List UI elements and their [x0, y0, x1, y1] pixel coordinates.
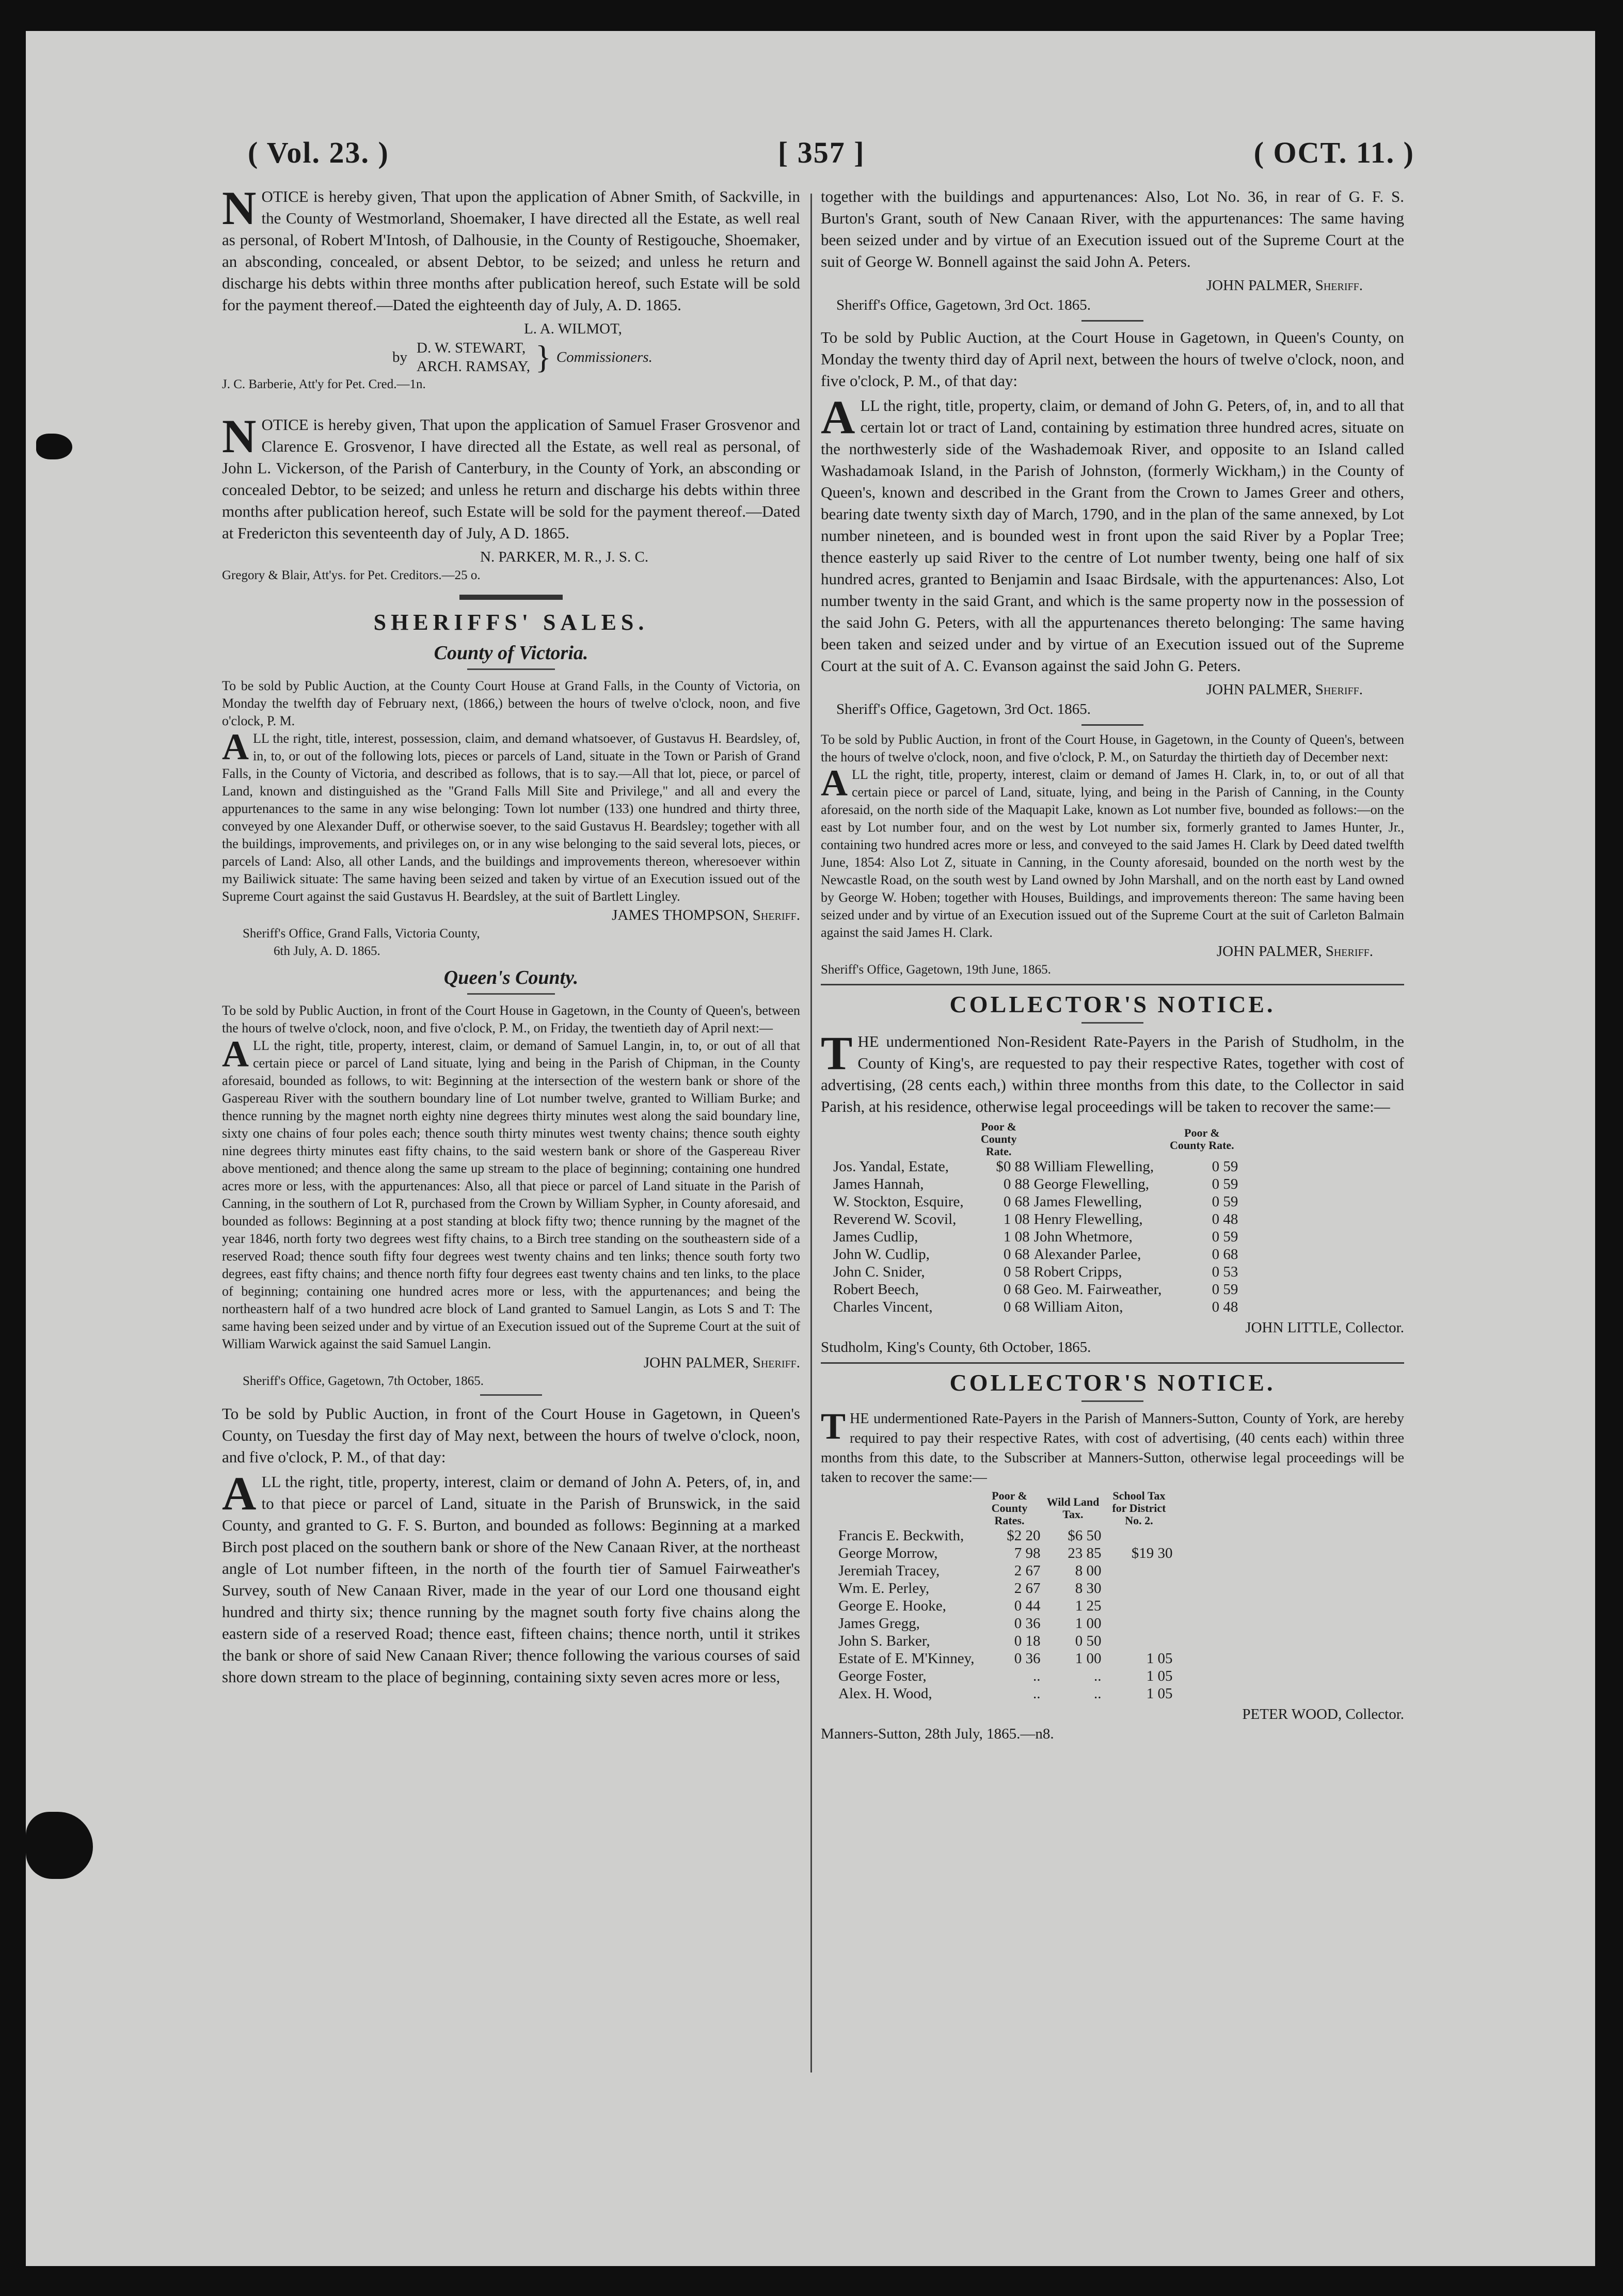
sheriff-office: Sheriff's Office, Grand Falls, Victoria County,	[243, 927, 480, 940]
sale-continuation: together with the buildings and appurtenances: Also, Lot No. 36, in rear of G. F. S. Burton's Grant, south of New Canaan River, with the appurtenances: The same having been seized under and by virtue of an Execution issued out of the Supreme Court at the suit of George W. Bonnell against the said John A. Peters.	[821, 187, 1404, 270]
sale-text: LL the right, title, property, interest, claim or demand of James H. Clark, in, to, or out of all that certain piece or parcel of Land, situate, lying, and being in the Parish of Canning, in the County aforesaid, on the north side of the Maquapit Lake, known as Lot number five, bounded as follows:—on the east by Lot number four, and on the west by Lot number six, formerly granted to James Hunter, Jr., containing two hundred acres more or less, and conveyed to the said James H. Clark by Deed dated twelfth June, 1854: Also Lot Z, situate in Canning, in the County aforesaid, bounded on the north west by the Newcastle Road, on the south west by Land owned by John Marshall, and on the north east by Land owned by George W. Hoben; together with Houses, Buildings, and improvements thereon: The same having been seized under and by virtue of an Execution issued out of the Supreme Court at the suit of Carleton Balmain against the said James H. Clark.	[821, 767, 1404, 940]
school-tax-value: $19 30	[1131, 1545, 1173, 1561]
table-row	[831, 1175, 1240, 1193]
poor-rate-value: ..	[1032, 1685, 1041, 1702]
school-tax-value	[1103, 1580, 1174, 1597]
ratepayer-name: James Hannah,	[833, 1176, 924, 1192]
page-header	[248, 124, 1414, 181]
sheriff-office: Sheriff's Office, Gagetown, 7th October, 1865.	[243, 1374, 484, 1388]
signature-wilmot: L. A. WILMOT,	[524, 321, 622, 337]
ratepayer-name: William Flewelling,	[1033, 1158, 1154, 1175]
poor-rate-value: 0 59	[1212, 1229, 1238, 1245]
ink-blot	[36, 434, 72, 459]
poor-rate-value: 0 68	[1003, 1281, 1030, 1298]
table-row	[836, 1650, 1174, 1667]
sale-text: LL the right, title, property, claim, or demand of John G. Peters, of, in, and to all that certain lot or tract of Land, containing by estimation three hundred acres, situate on the northwesterly side of the Washademoak River, and opposite to an Island called Washadamoak Island, in the Parish of Johnston, (formerly Wickham,) in the County of Queen's, known and described in the Grant from the Crown to James Greer and others, bearing date twenty sixth day of March, 1790, and in the plan of the same annexed, by Lot number nineteen, and is bounded west in front upon the said River by a Poplar Tree; thence easterly up said River to the centre of Lot number twenty, being one half of six hundred acres, granted to Benjamin and Isaac Birdsale, with the appurtenances: Also, Lot number twenty in the said Grant, and which is the same property now in the possession of the said John G. Peters, with all the appurtenances thereto belonging: The same having been taken and seized under and by virtue of an Execution issued out of the Supreme Court at the suit of A. C. Evanson against the said John G. Peters.	[821, 396, 1404, 675]
volume-label: ( Vol. 23. )	[248, 135, 389, 169]
column-header-poor-rate: Poor & County Rate.	[1170, 1126, 1234, 1152]
table-row	[831, 1193, 1240, 1210]
table-row	[836, 1544, 1174, 1562]
wild-land-tax-value: 0 50	[1075, 1633, 1102, 1649]
brace: }	[535, 339, 551, 375]
poor-rate-value: 0 48	[1212, 1299, 1238, 1315]
sheriffs-sales-title: SHERIFFS' SALES.	[373, 610, 649, 635]
notice-text: HE undermentioned Non-Resident Rate-Payers in the Parish of Studholm, in the County of King's, are requested to pay their respective Rates, together with cost of advertising, (28 cents each,) within three months from this date, to the Collector in said Parish, at his residence, otherwise legal proceedings will be taken to recover the same:—	[821, 1032, 1404, 1115]
poor-rate-value: $2 20	[1007, 1527, 1041, 1544]
poor-rate-value: ..	[1032, 1668, 1041, 1684]
short-rule	[467, 668, 555, 670]
drop-cap: A	[222, 1033, 249, 1075]
ratepayer-name: John C. Snider,	[833, 1264, 925, 1280]
peters-brunswick-continued	[821, 186, 1404, 315]
poor-rate-value: 2 67	[1014, 1562, 1041, 1579]
section-rule	[821, 984, 1404, 985]
sheriff-office: Sheriff's Office, Gagetown, 3rd Oct. 1865.	[836, 701, 1091, 718]
table-row	[831, 1228, 1240, 1246]
table-row	[831, 1158, 1240, 1175]
table-row	[836, 1580, 1174, 1597]
wild-land-tax-value: 23 85	[1068, 1545, 1102, 1561]
column-header-school-tax: School Tax for District No. 2.	[1112, 1489, 1166, 1527]
poor-rate-value: 7 98	[1014, 1545, 1041, 1561]
drop-cap: A	[222, 726, 249, 768]
ratepayer-name: Robert Beech,	[833, 1281, 919, 1298]
poor-rate-value: 0 68	[1003, 1193, 1030, 1210]
newspaper-page	[26, 31, 1595, 2266]
table-row	[831, 1246, 1240, 1263]
sale-text: LL the right, title, interest, possession, claim, and demand whatsoever, of Gustavus H. Beardsley, of, in, to, or out of the following lots, pieces or parcels of Land, situate in the Town or Parish of Grand Falls, in the County of Victoria, and described as follows, that is to say.—All that lot, piece, or parcel of Land, known and distinguished as the "Grand Falls Mill Site and Privilege," and all and every the appurtenances to the same in any wise belonging: Town lot number (133) one hundred and thirty three, conveyed by one Alexander Duff, or otherwise soever, to the said Gustavus H. Beardsley; together with all the buildings, improvements, and privileges on, or in any wise belonging to the said several lots, pieces, or parcels of Land: Also, all other Lands, and the buildings and improvements thereon, wheresoever within my Bailiwick situate: The same having been seized and taken by virtue of an Execution issued out of the Supreme Court against the said Gustavus H. Beardsley, at the suit of Bartlett Lingley.	[222, 731, 800, 904]
collector-place-date: Manners-Sutton, 28th July, 1865.—n8.	[821, 1726, 1054, 1742]
attorney-line: Gregory & Blair, Att'ys. for Pet. Creditors.—25 o.	[222, 568, 481, 582]
poor-rate-value: 0 59	[1212, 1193, 1238, 1210]
poor-rate-value: 0 59	[1212, 1176, 1238, 1192]
poor-rate-value: 1 08	[1003, 1211, 1030, 1227]
sheriff-signature: JOHN PALMER, Sheriff.	[1216, 943, 1373, 960]
ratepayer-name: George E. Hooke,	[838, 1598, 946, 1614]
commissioners-block	[392, 339, 800, 376]
queens-county-heading: Queen's County.	[443, 967, 579, 988]
short-rule	[467, 993, 555, 995]
drop-cap: A	[821, 762, 848, 804]
poor-rate-value: 0 53	[1212, 1264, 1238, 1280]
drop-cap: A	[222, 1467, 257, 1520]
drop-cap: N	[222, 182, 257, 234]
langin-sale	[222, 1002, 800, 1390]
poor-rate-value: 0 36	[1014, 1615, 1041, 1632]
peters-johnston-sale	[821, 327, 1404, 719]
table-row	[831, 1210, 1240, 1228]
ratepayer-name: Reverend W. Scovil,	[833, 1211, 957, 1227]
ratepayer-name: Estate of E. M'Kinney,	[838, 1650, 975, 1667]
notice-text: OTICE is hereby given, That upon the application of Abner Smith, of Sackville, in the County of Westmorland, Shoemaker, I have directed all the Estate, as well real as personal, of Robert M'Intosh, of Dalhousie, in the County of Restigouche, Shoemaker, an absconding, concealed, or absent Debtor, to be seized; and unless he return and discharge his debts within three months after publication hereof, such Estate will be sold for the payment thereof.—Dated the eighteenth day of July, A. D. 1865.	[222, 187, 800, 314]
sale-text: LL the right, title, property, interest, claim, or demand of Samuel Langin, in, to, or out of all that certain piece or parcel of Land situate, lying and being in the Parish of Chipman, in the County aforesaid, bounded as follows, to wit: Beginning at the intersection of the western bank or shore of the Gaspereau River with the southern boundary line of Lot number twelve, granted to William Burke; and thence running by the magnet north eighty nine degrees thirty minutes west along the said boundary line, sixty one chains of four poles each; thence south thirty minutes west twenty chains; thence south eighty nine degrees thirty minutes east fifty chains, to the said western bank or shore of the Gaspereau River above mentioned; and thence along the same up stream to the place of beginning; containing one hundred acres more or less, with the appurtenances: Also, all that piece or parcel of Land situate in the Parish of Canning, in the southern of Lot R, purchased from the Crown by William Sypher, in County aforesaid, and bounded as follows: Beginning at a post standing at block fifty two; thence running by the magnet of the year 1846, north forty two degrees west fifty chains, to a Birch tree standing on the southeastern side of a reserved Road; thence south fifty four degrees west twenty chains and ten links; thence south forty two degrees, east fifty chains; and thence north fifty four degrees east twenty chains and ten links, to the place of beginning; containing one hundred acres more or less, with the appurtenances; and being the northeastern half of a two hundred acre block of Land granted to Samuel Langin, as Lots S and T: The same having been seized under and by virtue of an Execution issued out of the Supreme Court at the suit of William Warwick against the said Samuel Langin.	[222, 1038, 800, 1351]
collector-notice-manners-sutton	[821, 1369, 1404, 1744]
sale-intro: To be sold by Public Auction, at the Court House in Gagetown, in Queen's County, on Monday the twenty third day of April next, between the hours of twelve o'clock, noon, and five o'clock, P. M., of that day:	[821, 328, 1404, 390]
page-number: [ 357 ]	[777, 135, 865, 169]
county-victoria-heading: County of Victoria.	[434, 642, 588, 664]
table-row	[831, 1298, 1240, 1316]
ratepayer-name: Charles Vincent,	[833, 1299, 933, 1315]
poor-rate-value: 0 59	[1212, 1158, 1238, 1175]
poor-rate-value: 2 67	[1014, 1580, 1041, 1597]
sheriff-signature: JOHN PALMER, Sheriff.	[643, 1354, 800, 1371]
collector-notice-title: COLLECTOR'S NOTICE.	[949, 1369, 1276, 1396]
poor-rate-value: 1 08	[1003, 1229, 1030, 1245]
poor-rate-value: 0 58	[1003, 1264, 1030, 1280]
column-divider	[810, 194, 812, 2072]
sale-intro: To be sold by Public Auction, in front of the Court House, in Gagetown, in the County of Queen's, between the hours of twelve o'clock, noon, and five o'clock, P. M., on Saturday the thirtieth day of December next:	[821, 732, 1404, 764]
ratepayer-name: John W. Cudlip,	[833, 1246, 930, 1263]
table-row	[836, 1527, 1174, 1544]
poor-rate-value: 0 88	[1003, 1176, 1030, 1192]
collector-notice-title: COLLECTOR'S NOTICE.	[949, 991, 1276, 1017]
signature-ramsay: ARCH. RAMSAY,	[417, 358, 531, 375]
poor-rate-value: 0 44	[1014, 1598, 1041, 1614]
signature-stewart: D. W. STEWART,	[417, 340, 526, 356]
sheriff-signature: JAMES THOMPSON, Sheriff.	[612, 907, 800, 923]
column-header-wild-land-tax: Wild Land Tax.	[1046, 1495, 1100, 1521]
table-row	[836, 1615, 1174, 1632]
commissioners-label: Commissioners.	[556, 349, 653, 365]
collector-place-date: Studholm, King's County, 6th October, 1865.	[821, 1339, 1091, 1356]
poor-rate-value: 0 48	[1212, 1211, 1238, 1227]
sheriff-signature: JOHN PALMER, Sheriff.	[1206, 277, 1363, 294]
poor-rate-value: 0 68	[1003, 1299, 1030, 1315]
short-rule	[1081, 724, 1143, 726]
ratepayer-name: John Whetmore,	[1033, 1229, 1133, 1245]
ratepayer-name: Jos. Yandal, Estate,	[833, 1158, 949, 1175]
drop-cap: N	[222, 410, 257, 463]
school-tax-value	[1103, 1562, 1174, 1580]
short-rule	[1081, 320, 1143, 322]
peters-brunswick-sale	[222, 1403, 800, 1688]
school-tax-value	[1103, 1632, 1174, 1650]
short-rule	[1081, 1022, 1143, 1024]
sheriff-office-date: 6th July, A. D. 1865.	[274, 944, 380, 958]
wild-land-tax-value: $6 50	[1068, 1527, 1102, 1544]
ratepayer-name: Alex. H. Wood,	[838, 1685, 932, 1702]
sale-text: LL the right, title, property, interest, claim or demand of John A. Peters, of, in, and to that piece or parcel of Land, situate in the Parish of Brunswick, in the said County, and granted to G. F. S. Burton, and bounded as follows: Beginning at a marked Birch post placed on the southern bank or shore of the New Canaan River, at the northeast angle of Lot number fifteen, in the north of the fourth tier of Samuel Fairweather's Survey, south of New Canaan River, made in the year of our Lord one thousand eight hundred and thirty six; thence running by the magnet south forty five chains along the eastern side of a reserved Road; thence east, fifteen chains; thence north, until it strikes the bank or shore of said New Canaan River; thence following the various courses of said shore down stream to the place of beginning, containing sixty seven acres more or less,	[222, 1473, 800, 1686]
poor-rate-value: 0 68	[1003, 1246, 1030, 1263]
notice-vickerson	[222, 410, 800, 584]
notice-mintosh	[222, 182, 800, 393]
table-row	[836, 1667, 1174, 1685]
ratepayer-name: Robert Cripps,	[1033, 1264, 1122, 1280]
right-column	[821, 186, 1404, 1744]
manners-sutton-rates-table	[836, 1490, 1174, 1702]
poor-rate-value: 0 18	[1014, 1633, 1041, 1649]
school-tax-value	[1103, 1527, 1174, 1544]
school-tax-value: 1 05	[1146, 1668, 1173, 1684]
table-row	[836, 1597, 1174, 1615]
poor-rate-value: 0 36	[1014, 1650, 1041, 1667]
poor-rate-value: $0 88	[996, 1158, 1030, 1175]
wild-land-tax-value: 1 00	[1075, 1615, 1102, 1632]
ratepayer-name: George Flewelling,	[1033, 1176, 1150, 1192]
ratepayer-name: Wm. E. Perley,	[838, 1580, 930, 1597]
school-tax-value	[1103, 1597, 1174, 1615]
issue-date: ( OCT. 11. )	[1253, 135, 1414, 169]
table-row	[836, 1632, 1174, 1650]
collector-notice-studholm	[821, 991, 1404, 1357]
table-row	[836, 1562, 1174, 1580]
column-header-poor-rates: Poor & County Rates.	[991, 1489, 1028, 1527]
ratepayer-name: James Cudlip,	[833, 1229, 918, 1245]
ratepayer-name: George Morrow,	[838, 1545, 938, 1561]
ratepayer-name: Henry Flewelling,	[1033, 1211, 1143, 1227]
wild-land-tax-value: ..	[1093, 1668, 1102, 1684]
ratepayer-name: William Aiton,	[1033, 1299, 1123, 1315]
ratepayer-name: James Gregg,	[838, 1615, 920, 1632]
ratepayer-name: W. Stockton, Esquire,	[833, 1193, 964, 1210]
ratepayer-name: Alexander Parlee,	[1033, 1246, 1141, 1263]
drop-cap: T	[821, 1027, 853, 1079]
ratepayer-name: Geo. M. Fairweather,	[1033, 1281, 1162, 1298]
ratepayer-name: George Foster,	[838, 1668, 927, 1684]
by-label: by	[392, 349, 407, 365]
wild-land-tax-value: 1 25	[1075, 1598, 1102, 1614]
ratepayer-name: James Flewelling,	[1033, 1193, 1142, 1210]
section-rule	[821, 1362, 1404, 1364]
sale-intro: To be sold by Public Auction, in front of the Court House in Gagetown, in Queen's County, on Tuesday the first day of May next, between the hours of twelve o'clock, noon, and five o'clock, P. M., of that day:	[222, 1405, 800, 1466]
signature-parker: N. PARKER, M. R., J. S. C.	[480, 549, 649, 565]
table-row	[836, 1685, 1174, 1702]
short-rule	[480, 1394, 542, 1396]
sale-intro: To be sold by Public Auction, in front of the Court House in Gagetown, in the County of Queen's, between the hours of twelve o'clock, noon, and five o'clock, P. M., on Friday, the twentieth day of April next:—	[222, 1003, 800, 1035]
school-tax-value: 1 05	[1146, 1685, 1173, 1702]
sheriff-office: Sheriff's Office, Gagetown, 3rd Oct. 1865.	[836, 297, 1091, 313]
notice-text: OTICE is hereby given, That upon the application of Samuel Fraser Grosvenor and Clarence E. Grosvenor, I have directed all the Estate, as well real as personal, of John L. Vickerson, of the Parish of Canterbury, in the County of York, an absconding or concealed Debtor, to be seized; and unless he return and discharge his debts within three months after publication hereof, such Estate will be sold for the payment thereof.—Dated at Fredericton this seventeenth day of July, A D. 1865.	[222, 416, 800, 542]
torn-edge	[26, 1812, 93, 1879]
sheriff-signature: JOHN PALMER, Sheriff.	[1206, 681, 1363, 698]
poor-rate-value: 0 59	[1212, 1281, 1238, 1298]
wild-land-tax-value: 8 30	[1075, 1580, 1102, 1597]
column-header-poor-rate: Poor & County Rate.	[980, 1120, 1017, 1158]
left-column	[222, 182, 800, 1691]
sheriff-office: Sheriff's Office, Gagetown, 19th June, 1865.	[821, 963, 1051, 977]
school-tax-value	[1103, 1615, 1174, 1632]
short-rule	[1081, 1400, 1143, 1402]
ratepayer-name: John S. Barker,	[838, 1633, 930, 1649]
victoria-sale	[222, 677, 800, 960]
wild-land-tax-value: 1 00	[1075, 1650, 1102, 1667]
clark-canning-sale	[821, 731, 1404, 979]
collector-signature: PETER WOOD, Collector.	[1242, 1706, 1404, 1723]
attorney-line: J. C. Barberie, Att'y for Pet. Cred.—1n.	[222, 377, 426, 391]
section-rule	[459, 595, 563, 600]
poor-rate-value: 0 68	[1212, 1246, 1238, 1263]
drop-cap: A	[821, 391, 855, 443]
school-tax-value: 1 05	[1146, 1650, 1173, 1667]
wild-land-tax-value: 8 00	[1075, 1562, 1102, 1579]
table-row	[831, 1281, 1240, 1298]
table-row	[831, 1263, 1240, 1281]
ratepayer-name: Jeremiah Tracey,	[838, 1562, 940, 1579]
notice-text: HE undermentioned Rate-Payers in the Parish of Manners-Sutton, County of York, are hereby required to pay their respective Rates, with cost of advertising, (40 cents each) within three months from this date, to the Subscriber at Manners-Sutton, otherwise legal proceedings will be taken to recover the same:—	[821, 1411, 1404, 1486]
drop-cap: T	[821, 1406, 846, 1447]
sale-intro: To be sold by Public Auction, at the County Court House at Grand Falls, in the County of Victoria, on Monday the twelfth day of February next, (1866,) between the hours of twelve o'clock, noon, and five o'clock, P. M.	[222, 678, 800, 728]
collector-signature: JOHN LITTLE, Collector.	[1245, 1319, 1404, 1336]
wild-land-tax-value: ..	[1093, 1685, 1102, 1702]
studholm-rates-table	[831, 1121, 1240, 1316]
ratepayer-name: Francis E. Beckwith,	[838, 1527, 964, 1544]
